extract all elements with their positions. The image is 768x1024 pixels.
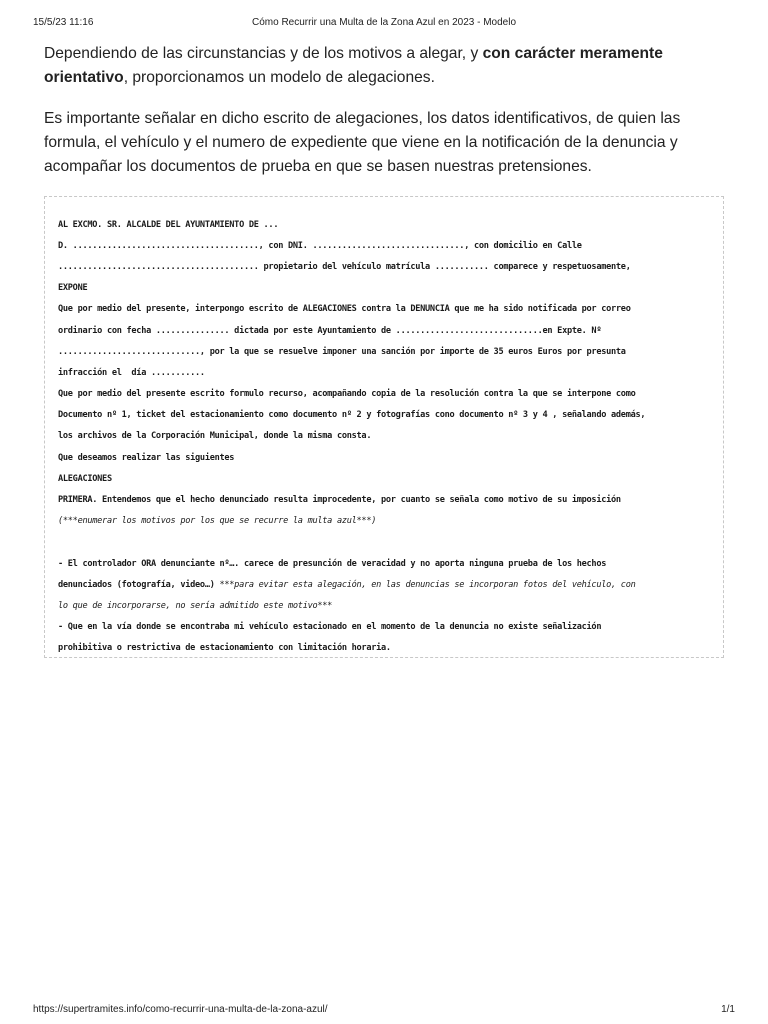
letter-line: Documento nº 1, ticket del estacionamiento como documento nº 2 y fotografías cono documento nº 3 y 4 , señalando además, xyxy=(58,410,646,421)
letter-line xyxy=(58,580,711,591)
page-number: 1/1 xyxy=(721,1004,735,1015)
print-header xyxy=(0,0,768,30)
letter-line: AL EXCMO. SR. ALCALDE DEL AYUNTAMIENTO DE ... xyxy=(58,219,279,230)
letter-line: ......................................... propietario del vehículo matrícula ........... comparece y respetuosamente, xyxy=(58,261,631,272)
letter-line: prohibitiva o restrictiva de estacionamiento con limitación horaria. xyxy=(58,643,391,654)
intro-text-2: Es importante señalar en dicho escrito de alegaciones, los datos identificativos, de quien las formula, el vehículo y el numero de expediente que viene en la notificación de la denuncia y acompañar los documentos de prueba en que se basen nuestras pretensiones. xyxy=(44,110,681,175)
letter-line: ............................., por la que se resuelve imponer una sanción por importe de 35 euros Euros por presunta xyxy=(58,346,626,357)
source-url: https://supertramites.info/como-recurrir-una-multa-de-la-zona-azul/ xyxy=(33,1004,328,1015)
intro-paragraph-2 xyxy=(44,107,734,179)
letter-line: infracción el día ........... xyxy=(58,367,205,378)
intro-text-end: , proporcionamos un modelo de alegaciones. xyxy=(123,69,435,86)
page-title: Cómo Recurrir una Multa de la Zona Azul en 2023 - Modelo xyxy=(251,17,517,28)
letter-line: - Que en la vía donde se encontraba mi vehículo estacionado en el momento de la denuncia no existe señalización xyxy=(58,622,602,633)
intro-paragraph-1 xyxy=(44,42,734,90)
intro-text: Dependiendo de las circunstancias y de los motivos a alegar, y xyxy=(44,45,483,62)
letter-blank xyxy=(58,537,711,548)
letter-line: ALEGACIONES xyxy=(58,473,112,484)
letter-line: ordinario con fecha ............... dictada por este Ayuntamiento de ..............................en Expte. Nº xyxy=(58,325,602,336)
letter-line: - El controlador ORA denunciante nº…. carece de presunción de veracidad y no aporta ninguna prueba de los hechos xyxy=(58,558,607,569)
letter-line: D. ......................................, con DNI. ..............................., con domicilio en Calle xyxy=(58,240,582,251)
letter-line: Que por medio del presente escrito formulo recurso, acompañando copia de la resolución contra la que se interpone como xyxy=(58,389,636,400)
letter-note: lo que de incorporarse, no sería admitido este motivo*** xyxy=(58,600,333,611)
letter-line: los archivos de la Corporación Municipal, donde la misma consta. xyxy=(58,431,372,442)
intro-emphasis: con carácter meramente orientativo xyxy=(44,45,663,86)
print-date: 15/5/23 11:16 xyxy=(33,17,94,28)
letter-note: ***para evitar esta alegación, en las denuncias se incorporan fotos del vehículo, con xyxy=(219,579,636,590)
letter-line: PRIMERA. Entendemos que el hecho denunciado resulta improcedente, por cuanto se señala como motivo de su imposición xyxy=(58,495,621,506)
letter-line: Que por medio del presente, interpongo escrito de ALEGACIONES contra la DENUNCIA que me ha sido notificada por correo xyxy=(58,304,631,315)
letter-template-box xyxy=(44,196,724,658)
letter-line: EXPONE xyxy=(58,283,88,294)
letter-note: (***enumerar los motivos por los que se recurre la multa azul***) xyxy=(58,516,377,527)
letter-text: denunciados (fotografía, video…) xyxy=(58,579,220,590)
letter-line: Que deseamos realizar las siguientes xyxy=(58,452,235,463)
